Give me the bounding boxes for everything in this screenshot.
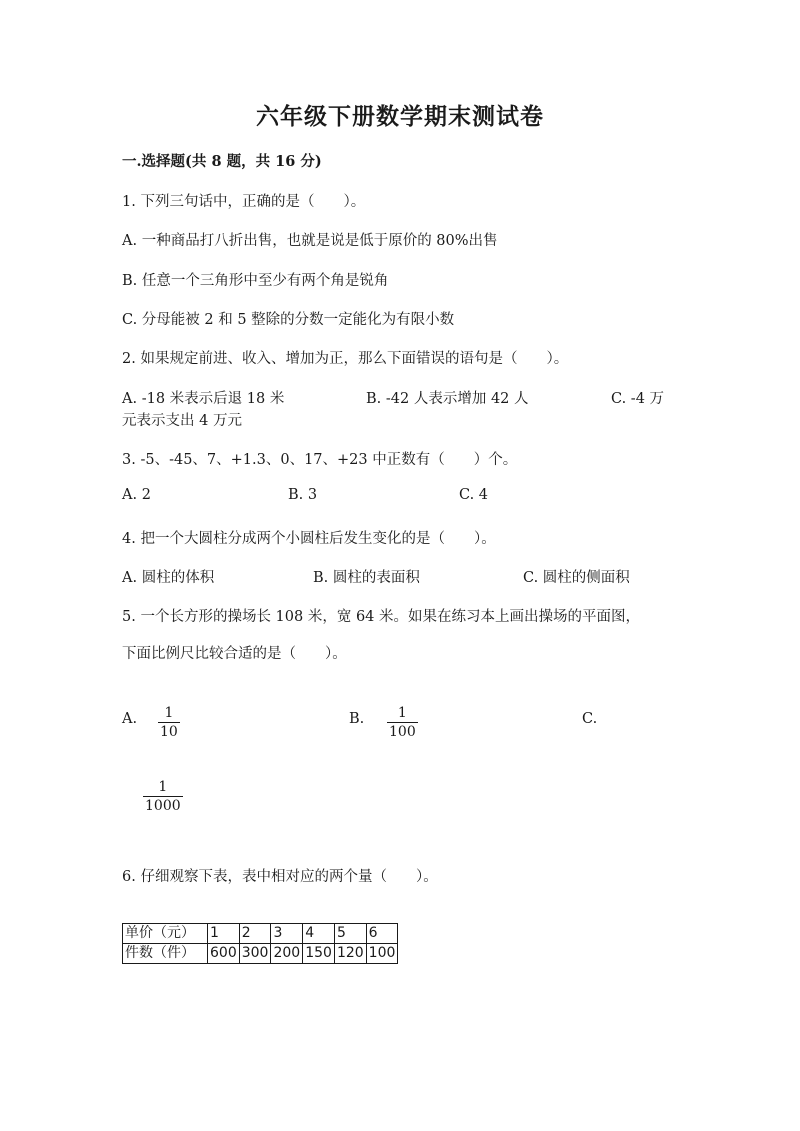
table-cell: 2: [239, 924, 271, 944]
question-4-stem: 4. 把一个大圆柱分成两个小圆柱后发生变化的是（ ）。: [122, 531, 496, 547]
question-2-stem: 2. 如果规定前进、收入、增加为正，那么下面错误的语句是（ ）。: [122, 351, 569, 367]
question-4-option-c: C. 圆柱的侧面积: [523, 570, 630, 586]
table-header-cell: 件数（件）: [123, 944, 208, 964]
fraction-bar: [158, 722, 180, 723]
table-cell: 6: [366, 924, 398, 944]
question-1-option-b: B. 任意一个三角形中至少有两个角是锐角: [122, 273, 389, 289]
table-cell: 4: [303, 924, 335, 944]
table-cell: 150: [303, 944, 335, 964]
table-row: [123, 924, 398, 944]
table-cell: 3: [271, 924, 303, 944]
fraction-numerator: 1: [164, 705, 174, 721]
question-5-stem: 5. 一个长方形的操场长 108 米，宽 64 米。如果在练习本上画出操场的平面图，: [122, 609, 641, 625]
table-cell: 1: [208, 924, 240, 944]
table-header-cell: 单价（元）: [123, 924, 208, 944]
fraction-numerator: 1: [158, 779, 168, 795]
fraction-denominator: 100: [389, 724, 416, 740]
question-1-option-c: C. 分母能被 2 和 5 整除的分数一定能化为有限小数: [122, 312, 455, 328]
question-4-option-b: B. 圆柱的表面积: [313, 570, 420, 586]
table-row: [123, 944, 398, 964]
table-cell: 100: [366, 944, 398, 964]
page-title: 六年级下册数学期末测试卷: [256, 103, 544, 130]
question-5-stem-continued: 下面比例尺比较合适的是（ ）。: [122, 646, 347, 662]
fraction-one-thousandth: [143, 779, 183, 814]
question-2-option-b: B. -42 人表示增加 42 人: [366, 391, 529, 407]
section-heading: 一.选择题(共 8 题，共 16 分): [122, 153, 322, 170]
fraction-denominator: 10: [160, 724, 178, 740]
question-2-option-c: C. -4 万: [611, 391, 665, 407]
price-quantity-table: [122, 923, 398, 964]
question-3-option-a: A. 2: [122, 487, 151, 503]
question-5-option-c-label: C.: [582, 711, 598, 727]
fraction-bar: [387, 722, 418, 723]
fraction-denominator: 1000: [145, 798, 181, 814]
table-cell: 300: [239, 944, 271, 964]
question-3-option-c: C. 4: [459, 487, 489, 503]
fraction-numerator: 1: [397, 705, 407, 721]
question-3-option-b: B. 3: [288, 487, 318, 503]
question-6-stem: 6. 仔细观察下表，表中相对应的两个量（ ）。: [122, 869, 438, 885]
question-1-option-a: A. 一种商品打八折出售，也就是说是低于原价的 80%出售: [122, 233, 498, 249]
table-cell: 600: [208, 944, 240, 964]
fraction-one-hundredth: [387, 705, 418, 740]
fraction-bar: [143, 796, 183, 797]
table-cell: 120: [334, 944, 366, 964]
question-5-option-a-label: A.: [122, 711, 138, 727]
table-cell: 5: [334, 924, 366, 944]
question-2-option-a: A. -18 米表示后退 18 米: [122, 391, 285, 407]
fraction-one-tenth: [158, 705, 180, 740]
question-4-option-a: A. 圆柱的体积: [122, 570, 215, 586]
table-cell: 200: [271, 944, 303, 964]
question-2-option-c-continued: 元表示支出 4 万元: [122, 413, 242, 429]
question-3-stem: 3. -5、-45、7、+1.3、0、17、+23 中正数有（ ）个。: [122, 452, 518, 468]
question-1-stem: 1. 下列三句话中，正确的是（ ）。: [122, 194, 366, 210]
question-5-option-b-label: B.: [349, 711, 365, 727]
